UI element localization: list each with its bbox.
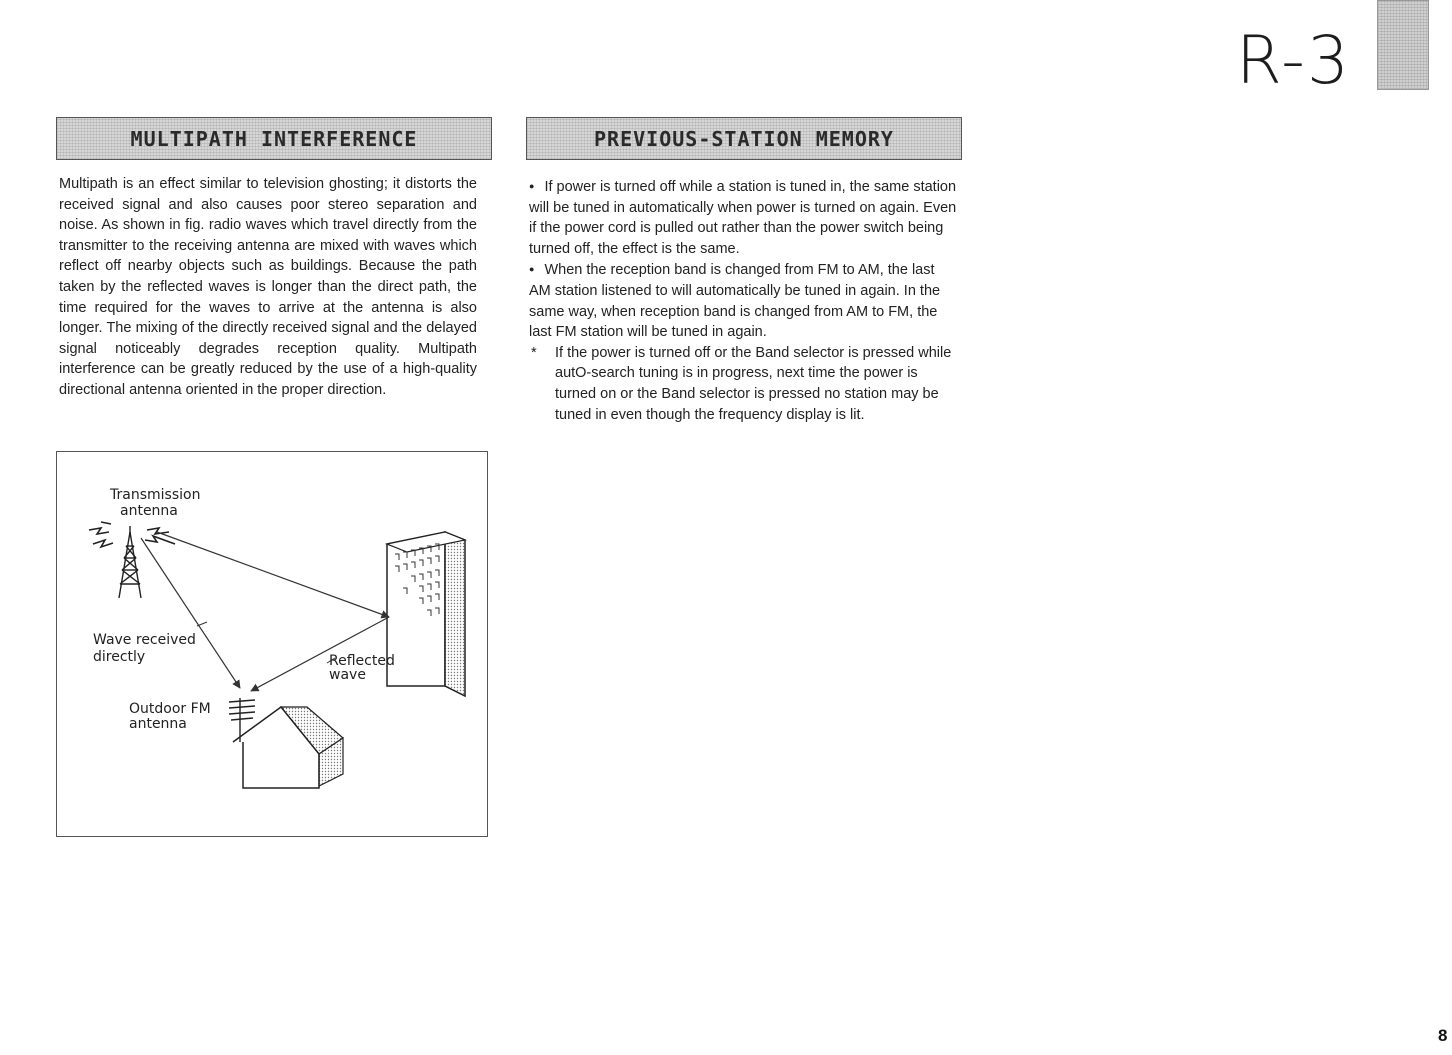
label-reflected-2: wave xyxy=(329,667,366,683)
label-reflected-1: Reflected xyxy=(329,653,395,669)
page-number: 8 xyxy=(1438,1026,1448,1045)
memory-bullet-power: ● If power is turned off while a station is tuned in, the same station will be tuned in automatically when power is turned on again. Even if the power cord is pulled out rather than the power switch being turned off, the effect is the same. xyxy=(529,176,959,259)
transmission-tower-icon xyxy=(119,526,141,598)
multipath-diagram xyxy=(57,452,489,838)
building-icon xyxy=(387,532,465,696)
previous-station-section xyxy=(529,176,959,425)
direct-wave-path xyxy=(141,538,240,688)
label-outdoor-1: Outdoor FM xyxy=(129,701,211,717)
label-transmission-2: antenna xyxy=(120,503,178,519)
label-outdoor-2: antenna xyxy=(129,716,187,732)
label-direct-2: directly xyxy=(93,649,146,665)
house-icon xyxy=(233,707,343,788)
model-title: R-3 xyxy=(1236,22,1351,99)
memory-bullet-band: ● When the reception band is changed from FM to AM, the last AM station listened to will automatically be tuned in again. In the same way, when reception band is changed from AM to FM, the last FM station will be tuned in again. xyxy=(529,259,959,342)
multipath-paragraph: Multipath is an effect similar to television ghosting; it distorts the received signal and also causes poor stereo separation and noise. As shown in fig. radio waves which travel directly from the transmitter to the receiving antenna are mixed with waves which reflect off nearby objects such as buildings. Because the path taken by the reflected waves is longer than the direct path, the time required for the waves to arrive at the antenna is also longer. The mixing of the directly received signal and the delayed signal noticeably degrades reception quality. Multipath interference can be greatly reduced by the use of a high-quality directional antenna oriented in the proper direction. xyxy=(59,176,477,398)
memory-note-text: If the power is turned off or the Band selector is pressed while autO-search tuning is in progress, next time the power is turned on or the Band selector is pressed no station may be tuned in even though the frequency display is lit. xyxy=(555,344,952,423)
previous-station-heading-text: PREVIOUS-STATION MEMORY xyxy=(594,126,894,151)
multipath-figure xyxy=(56,451,488,837)
note-asterisk: * xyxy=(531,344,537,361)
memory-note xyxy=(529,343,959,425)
multipath-heading-text: MULTIPATH INTERFERENCE xyxy=(130,126,418,151)
multipath-heading xyxy=(56,117,492,160)
label-transmission-1: Transmission xyxy=(110,487,201,503)
label-direct-1: Wave received xyxy=(93,632,196,648)
section-tab-marker xyxy=(1377,0,1429,90)
previous-station-heading xyxy=(526,117,962,160)
